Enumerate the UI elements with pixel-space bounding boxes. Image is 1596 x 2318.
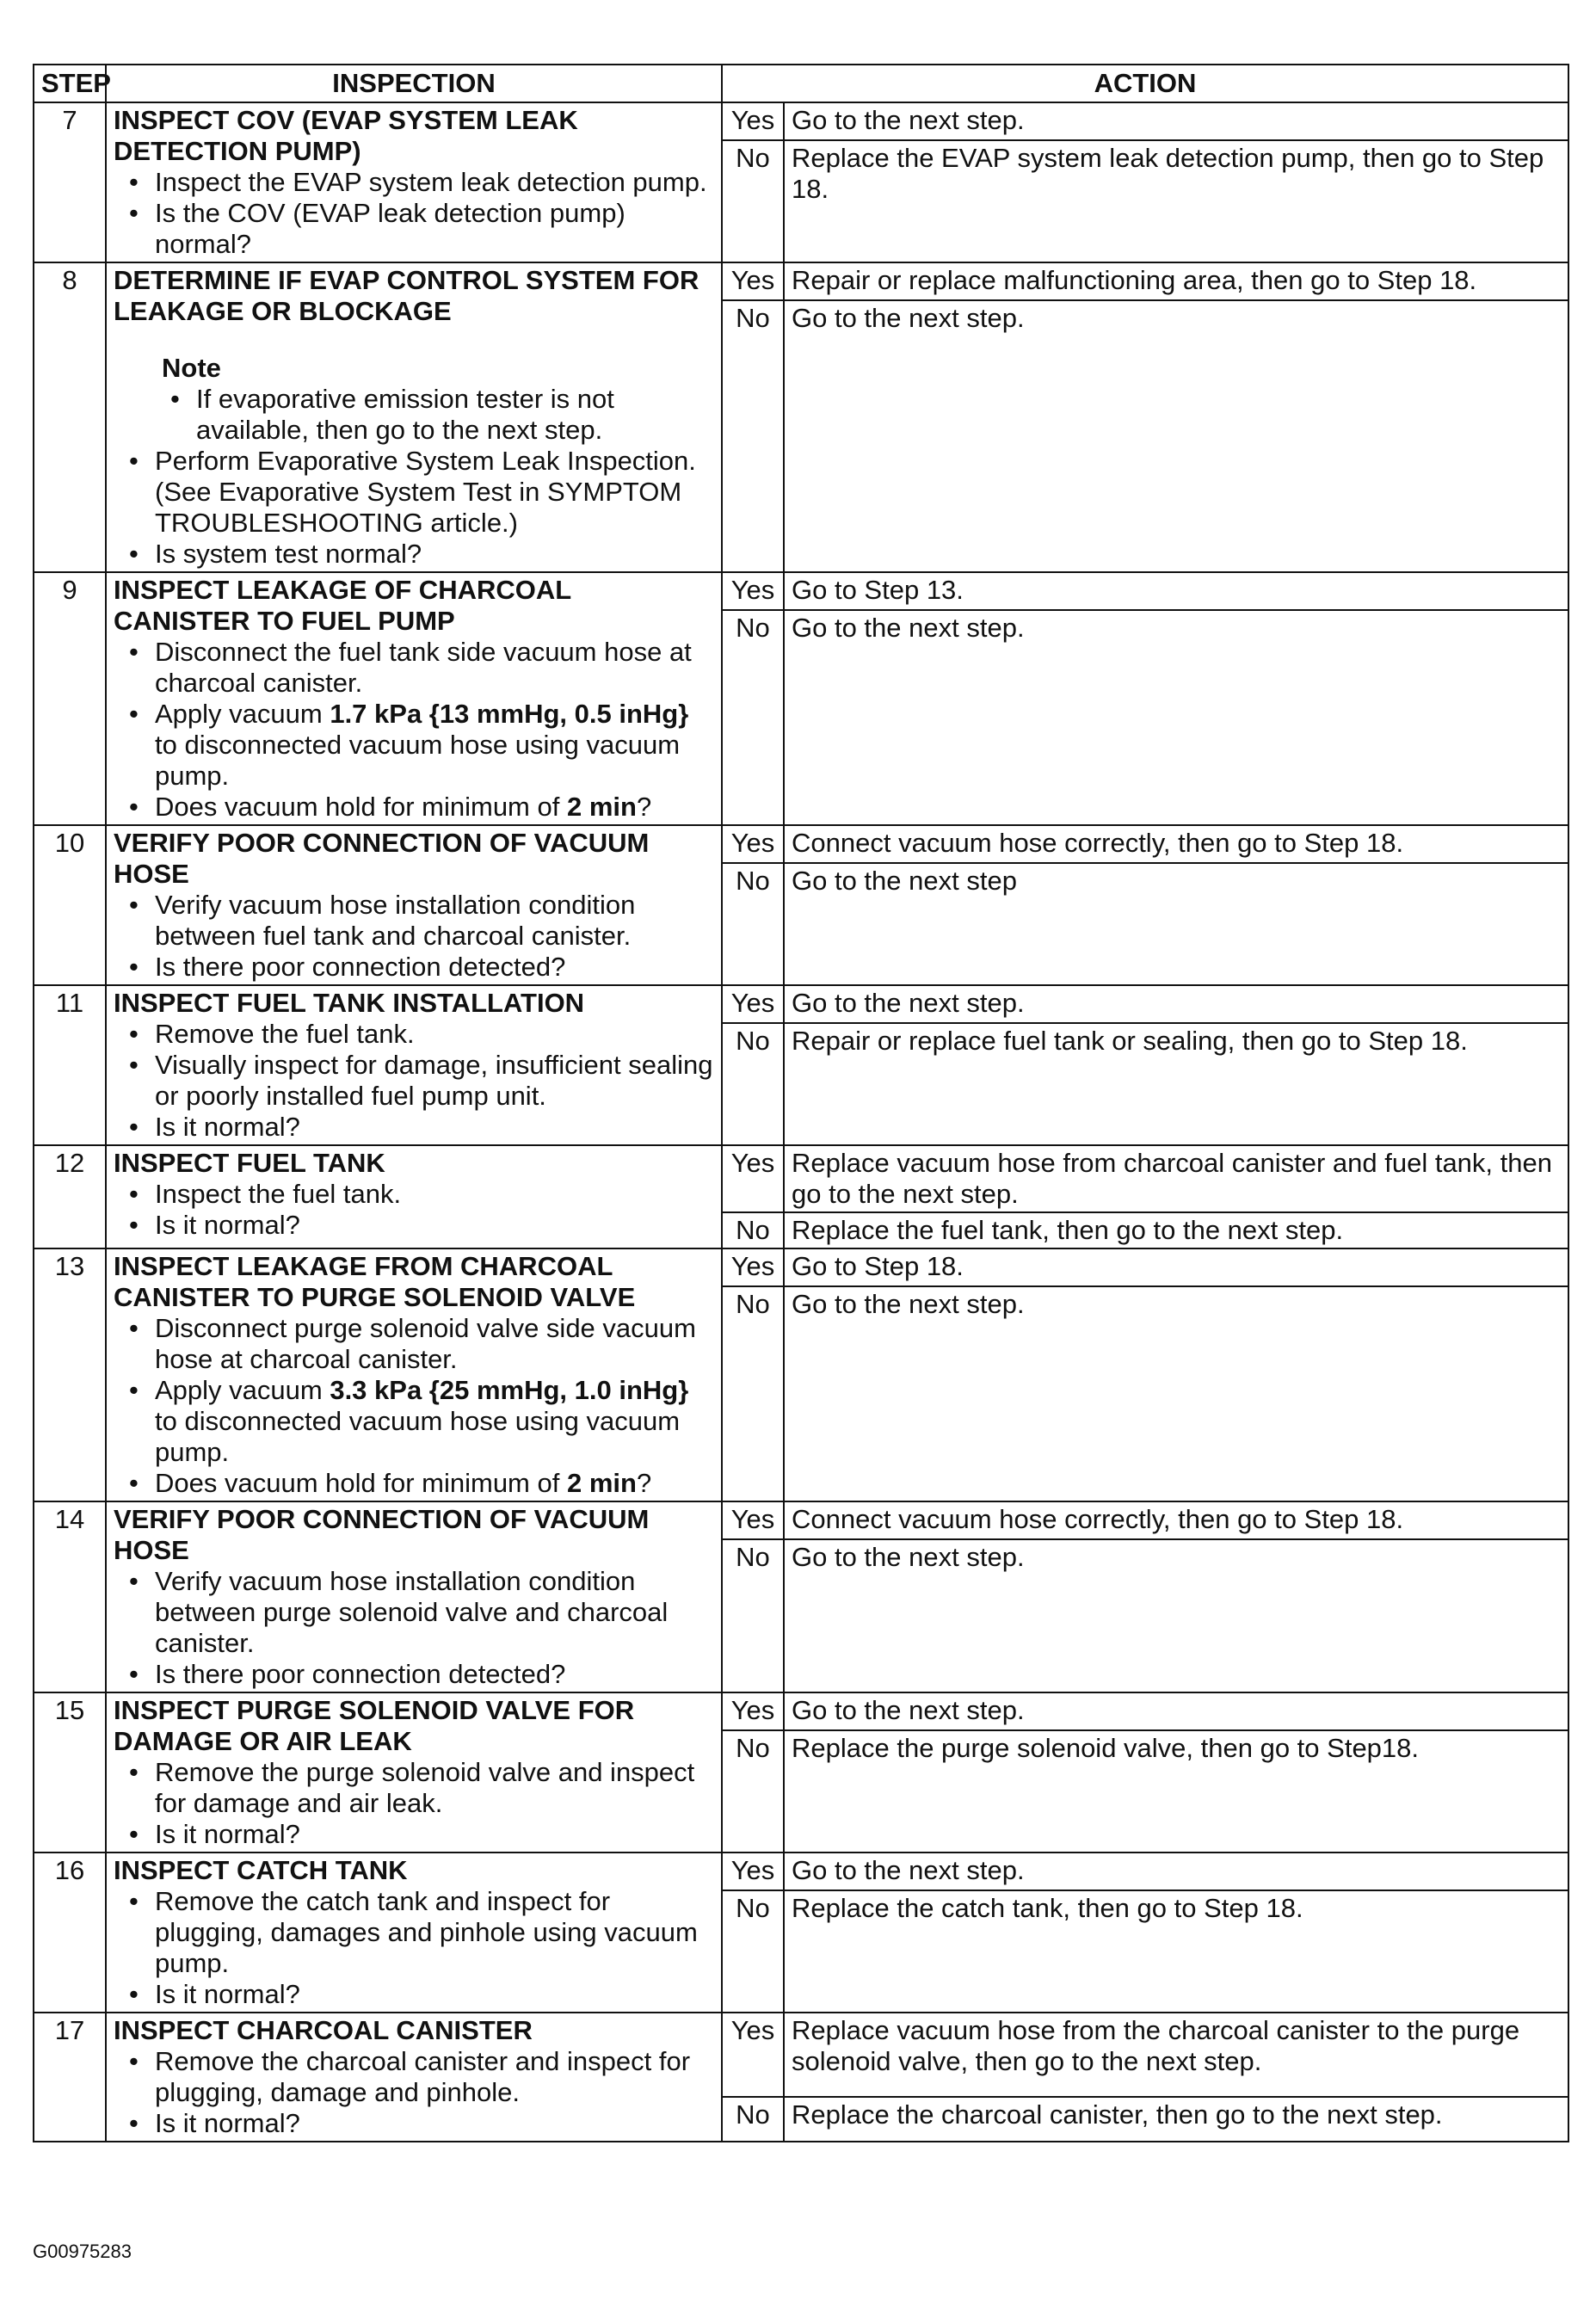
yes-action: Go to the next step. — [784, 1853, 1568, 1890]
table-header-row — [34, 65, 1568, 102]
step-number: 14 — [34, 1501, 106, 1692]
table-row — [34, 1692, 1568, 1730]
yes-action: Go to the next step. — [784, 985, 1568, 1023]
inspection-bullet: • Is the COV (EVAP leak detection pump) normal? — [155, 198, 714, 260]
inspection-title-cont: LEAKAGE OR BLOCKAGE — [114, 296, 452, 326]
inspection-bullet: • Remove the fuel tank. — [155, 1019, 714, 1050]
inspection-bullet — [155, 1375, 714, 1468]
yes-label: Yes — [722, 825, 784, 863]
table-row — [34, 1853, 1568, 1890]
inspection-bullets — [114, 1566, 714, 1690]
yes-action: Replace vacuum hose from the charcoal canister to the purge solenoid valve, then go to the next step. — [784, 2013, 1568, 2097]
inspection-title-cont: CANISTER TO FUEL PUMP — [114, 606, 455, 636]
no-action: Go to the next step. — [784, 1539, 1568, 1692]
step-number: 13 — [34, 1248, 106, 1501]
inspection-title: INSPECT CHARCOAL CANISTER — [114, 2015, 533, 2045]
bullet-text: Does vacuum hold for minimum of — [155, 1468, 567, 1498]
yes-action: Replace vacuum hose from charcoal canister and fuel tank, then go to the next step. — [784, 1145, 1568, 1212]
inspection-bullet: • Is it normal? — [155, 2108, 714, 2139]
inspection-bullet: • Visually inspect for damage, insufficient sealing or poorly installed fuel pump unit. — [155, 1050, 714, 1112]
inspection-title: VERIFY POOR CONNECTION OF VACUUM — [114, 828, 650, 858]
table-row — [34, 1248, 1568, 1286]
no-label: No — [722, 610, 784, 825]
step-number: 16 — [34, 1853, 106, 2013]
bullet-text: to disconnected vacuum hose using vacuum pump. — [155, 730, 681, 791]
yes-label: Yes — [722, 1145, 784, 1212]
inspection-bullet — [155, 699, 714, 792]
bullet-text: Does vacuum hold for minimum of — [155, 792, 567, 822]
yes-label: Yes — [722, 2013, 784, 2097]
inspection-cell — [106, 262, 722, 572]
table-row — [34, 1501, 1568, 1539]
inspection-title: INSPECT FUEL TANK INSTALLATION — [114, 988, 585, 1018]
bullet-text: to disconnected vacuum hose using vacuum pump. — [155, 1406, 681, 1467]
yes-action: Repair or replace malfunctioning area, then go to Step 18. — [784, 262, 1568, 300]
yes-label: Yes — [722, 985, 784, 1023]
inspection-title: INSPECT PURGE SOLENOID VALVE FOR — [114, 1695, 635, 1725]
inspection-cell — [106, 102, 722, 262]
bullet-text: ? — [636, 1468, 652, 1498]
inspection-title-cont: HOSE — [114, 1535, 189, 1565]
table-row — [34, 262, 1568, 300]
inspection-title-cont: HOSE — [114, 859, 189, 889]
step-number: 7 — [34, 102, 106, 262]
inspection-bullet: • Inspect the fuel tank. — [155, 1179, 714, 1210]
yes-label: Yes — [722, 102, 784, 140]
table-row — [34, 1145, 1568, 1212]
no-label: No — [722, 2097, 784, 2142]
yes-label: Yes — [722, 1692, 784, 1730]
no-action: Replace the catch tank, then go to Step 18. — [784, 1890, 1568, 2013]
table-row — [34, 2013, 1568, 2097]
inspection-bullet: • Is it normal? — [155, 1112, 714, 1143]
no-label: No — [722, 1730, 784, 1853]
yes-label: Yes — [722, 572, 784, 610]
yes-action: Go to Step 13. — [784, 572, 1568, 610]
note-title: Note — [162, 353, 221, 383]
step-number: 11 — [34, 985, 106, 1145]
inspection-bullet — [155, 1468, 714, 1499]
inspection-bullets — [114, 890, 714, 983]
inspection-bullet: • Remove the catch tank and inspect for plugging, damages and pinhole using vacuum pump. — [155, 1886, 714, 1979]
inspection-title-cont: DAMAGE OR AIR LEAK — [114, 1726, 412, 1756]
yes-action: Connect vacuum hose correctly, then go to Step 18. — [784, 825, 1568, 863]
yes-label: Yes — [722, 1501, 784, 1539]
vacuum-spec: 3.3 kPa {25 mmHg, 1.0 inHg} — [330, 1375, 689, 1405]
inspection-bullets — [114, 1886, 714, 2010]
no-label: No — [722, 863, 784, 985]
bullet-text: ? — [636, 792, 652, 822]
step-number: 10 — [34, 825, 106, 985]
note-bullet: • If evaporative emission tester is not available, then go to the next step. — [196, 384, 714, 446]
no-label: No — [722, 1212, 784, 1248]
yes-action: Connect vacuum hose correctly, then go to Step 18. — [784, 1501, 1568, 1539]
note-block — [114, 353, 714, 446]
table-row — [34, 985, 1568, 1023]
no-action: Go to the next step. — [784, 300, 1568, 572]
header-inspection: INSPECTION — [106, 65, 722, 102]
inspection-cell — [106, 2013, 722, 2142]
inspection-bullet: • Inspect the EVAP system leak detection pump. — [155, 167, 714, 198]
inspection-bullets — [114, 637, 714, 823]
inspection-title: INSPECT LEAKAGE OF CHARCOAL — [114, 575, 572, 605]
inspection-cell — [106, 1145, 722, 1248]
inspection-cell — [106, 1692, 722, 1853]
inspection-bullet: • Verify vacuum hose installation condition between purge solenoid valve and charcoal canister. — [155, 1566, 714, 1659]
inspection-cell — [106, 985, 722, 1145]
no-action: Go to the next step. — [784, 1286, 1568, 1501]
inspection-bullets — [114, 167, 714, 260]
inspection-bullet: • Is system test normal? — [155, 539, 714, 570]
inspection-table — [33, 64, 1569, 2142]
step-number: 8 — [34, 262, 106, 572]
inspection-bullets — [114, 1019, 714, 1143]
inspection-title-cont: DETECTION PUMP) — [114, 136, 361, 166]
time-spec: 2 min — [566, 792, 637, 822]
no-action: Replace the EVAP system leak detection pump, then go to Step 18. — [784, 140, 1568, 262]
yes-label: Yes — [722, 1248, 784, 1286]
no-label: No — [722, 1023, 784, 1145]
no-label: No — [722, 300, 784, 572]
inspection-bullets — [114, 1757, 714, 1850]
note-bullets — [162, 384, 714, 446]
no-action: Replace the purge solenoid valve, then go to Step18. — [784, 1730, 1568, 1853]
header-step: STEP — [34, 65, 106, 102]
inspection-bullet: • Remove the charcoal canister and inspect for plugging, damage and pinhole. — [155, 2046, 714, 2108]
step-number: 12 — [34, 1145, 106, 1248]
inspection-bullets — [114, 1313, 714, 1499]
inspection-title: INSPECT LEAKAGE FROM CHARCOAL — [114, 1251, 613, 1281]
table-row — [34, 572, 1568, 610]
no-action: Replace the charcoal canister, then go to the next step. — [784, 2097, 1568, 2142]
inspection-cell — [106, 1501, 722, 1692]
inspection-bullet: • Is there poor connection detected? — [155, 1659, 714, 1690]
figure-code: G00975283 — [33, 2241, 132, 2262]
inspection-bullets — [114, 1179, 714, 1241]
yes-action: Go to the next step. — [784, 1692, 1568, 1730]
yes-label: Yes — [722, 1853, 784, 1890]
bullet-text: Apply vacuum — [155, 1375, 330, 1405]
inspection-bullet: • Disconnect purge solenoid valve side vacuum hose at charcoal canister. — [155, 1313, 714, 1375]
inspection-bullet: • Remove the purge solenoid valve and inspect for damage and air leak. — [155, 1757, 714, 1819]
header-action: ACTION — [722, 65, 1568, 102]
time-spec: 2 min — [566, 1468, 637, 1498]
bullet-text: Apply vacuum — [155, 699, 330, 729]
inspection-title: INSPECT CATCH TANK — [114, 1855, 408, 1885]
vacuum-spec: 1.7 kPa {13 mmHg, 0.5 inHg} — [330, 699, 689, 729]
inspection-title-cont: CANISTER TO PURGE SOLENOID VALVE — [114, 1282, 636, 1312]
inspection-cell — [106, 1248, 722, 1501]
inspection-bullet: • Disconnect the fuel tank side vacuum hose at charcoal canister. — [155, 637, 714, 699]
inspection-cell — [106, 825, 722, 985]
step-number: 9 — [34, 572, 106, 825]
inspection-bullet: • Is it normal? — [155, 1979, 714, 2010]
yes-label: Yes — [722, 262, 784, 300]
inspection-title: INSPECT COV (EVAP SYSTEM LEAK — [114, 105, 578, 135]
inspection-bullet: • Is there poor connection detected? — [155, 952, 714, 983]
no-action: Repair or replace fuel tank or sealing, then go to Step 18. — [784, 1023, 1568, 1145]
table-row — [34, 102, 1568, 140]
no-action: Go to the next step. — [784, 610, 1568, 825]
step-number: 17 — [34, 2013, 106, 2142]
no-label: No — [722, 1286, 784, 1501]
inspection-title: INSPECT FUEL TANK — [114, 1148, 385, 1178]
inspection-bullets — [114, 446, 714, 570]
no-label: No — [722, 140, 784, 262]
inspection-cell — [106, 572, 722, 825]
inspection-title: DETERMINE IF EVAP CONTROL SYSTEM FOR — [114, 265, 699, 295]
yes-action: Go to the next step. — [784, 102, 1568, 140]
inspection-bullet: • Is it normal? — [155, 1210, 714, 1241]
inspection-bullet: • Verify vacuum hose installation condition between fuel tank and charcoal canister. — [155, 890, 714, 952]
inspection-bullet: • Perform Evaporative System Leak Inspection. (See Evaporative System Test in SYMPTOM TROUBLESHOOTING article.) — [155, 446, 714, 539]
inspection-title: VERIFY POOR CONNECTION OF VACUUM — [114, 1504, 650, 1534]
inspection-bullet — [155, 792, 714, 823]
no-action: Go to the next step — [784, 863, 1568, 985]
no-label: No — [722, 1890, 784, 2013]
yes-action: Go to Step 18. — [784, 1248, 1568, 1286]
no-action: Replace the fuel tank, then go to the next step. — [784, 1212, 1568, 1248]
inspection-cell — [106, 1853, 722, 2013]
table-row — [34, 825, 1568, 863]
no-label: No — [722, 1539, 784, 1692]
inspection-bullet: • Is it normal? — [155, 1819, 714, 1850]
inspection-bullets — [114, 2046, 714, 2139]
step-number: 15 — [34, 1692, 106, 1853]
